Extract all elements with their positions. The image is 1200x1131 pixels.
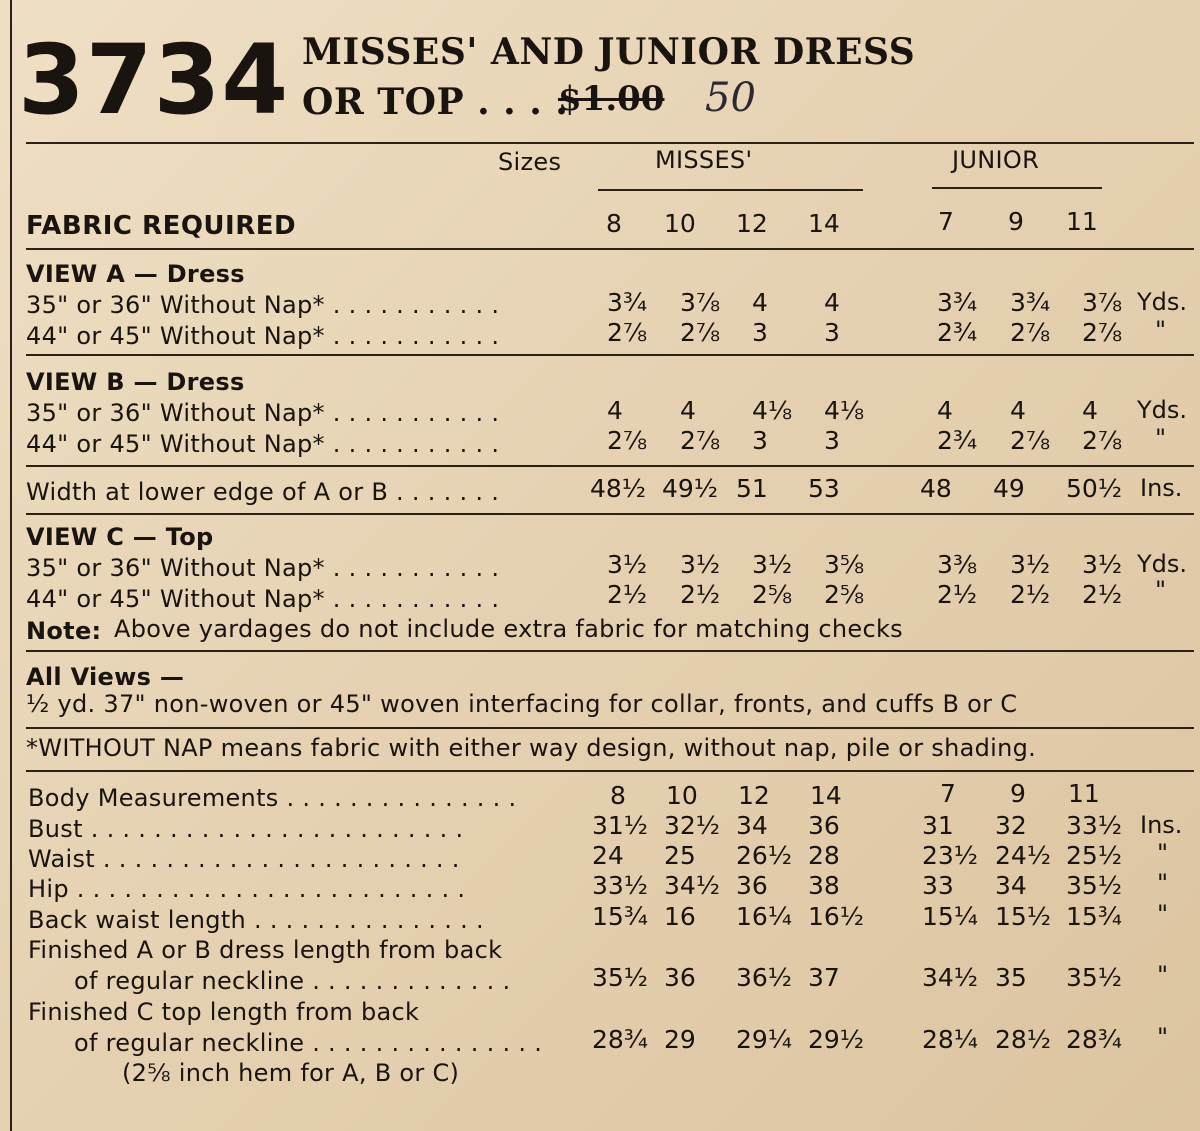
back-waist-value: 16½ xyxy=(808,902,865,931)
finished-c-unit: " xyxy=(1157,1023,1169,1051)
body-measurements-label: Body Measurements . . . . . . . . . . . . . . . xyxy=(28,784,517,812)
bust-value: 34 xyxy=(736,811,768,840)
view-a-row1-value: 4 xyxy=(752,288,768,317)
bust-value: 31 xyxy=(922,811,954,840)
width-value: 48 xyxy=(920,474,952,503)
divider xyxy=(26,650,1194,652)
view-a-row2-value: 3 xyxy=(752,318,768,347)
size-col: 8 xyxy=(606,209,622,238)
view-c-row1-value: 3½ xyxy=(1082,550,1123,579)
note-text: Above yardages do not include extra fabric for matching checks xyxy=(114,615,903,643)
waist-value: 25 xyxy=(664,841,696,870)
view-c-row2-value: 2½ xyxy=(1010,580,1051,609)
view-a-row2-value: 2⅞ xyxy=(607,318,648,347)
bm-size-col: 11 xyxy=(1068,779,1100,808)
handwritten-price: 50 xyxy=(705,75,756,121)
finished-ab-label: Finished A or B dress length from back xyxy=(28,936,503,964)
view-b-row2-value: 3 xyxy=(752,426,768,455)
view-a-row1-value: 4 xyxy=(824,288,840,317)
back-waist-value: 15¼ xyxy=(922,902,979,931)
view-c-row2-value: 2½ xyxy=(1082,580,1123,609)
waist-value: 26½ xyxy=(736,841,793,870)
back-waist-value: 16¼ xyxy=(736,902,793,931)
junior-group-label: JUNIOR xyxy=(952,146,1040,174)
size-col: 12 xyxy=(736,209,768,238)
waist-value: 23½ xyxy=(922,841,979,870)
view-b-row1-unit: Yds. xyxy=(1137,396,1188,424)
bm-size-col: 9 xyxy=(1010,779,1026,808)
divider xyxy=(26,727,1194,729)
hip-value: 38 xyxy=(808,871,840,900)
view-c-row2-value: 2⅝ xyxy=(752,580,793,609)
view-b-row2-value: 2⅞ xyxy=(607,426,648,455)
finished-ab-value: 35½ xyxy=(1066,963,1123,992)
bust-value: 31½ xyxy=(592,811,649,840)
width-value: 49½ xyxy=(662,474,719,503)
view-b-row1-value: 4 xyxy=(1082,396,1098,425)
sizes-label: Sizes xyxy=(498,148,562,176)
view-c-row1-value: 3½ xyxy=(680,550,721,579)
view-a-row2-unit: " xyxy=(1155,316,1167,344)
back-waist-label: Back waist length . . . . . . . . . . . . . . . xyxy=(28,906,484,934)
finished-c-value: 29½ xyxy=(808,1025,865,1054)
width-unit: Ins. xyxy=(1140,474,1183,502)
view-a-row2-value: 2⅞ xyxy=(680,318,721,347)
view-a-row1-unit: Yds. xyxy=(1137,288,1188,316)
divider xyxy=(26,513,1194,515)
finished-c-value: 29 xyxy=(664,1025,696,1054)
view-a-row2-value: 2⅞ xyxy=(1082,318,1123,347)
size-col: 11 xyxy=(1066,207,1098,236)
finished-ab-value: 36 xyxy=(664,963,696,992)
finished-ab-value: 34½ xyxy=(922,963,979,992)
view-c-row2-unit: " xyxy=(1155,576,1167,604)
view-a-row2-value: 2¾ xyxy=(937,318,978,347)
view-b-row1-value: 4 xyxy=(680,396,696,425)
finished-c-label: Finished C top length from back xyxy=(28,998,420,1026)
finished-c-value: 28¾ xyxy=(1066,1025,1123,1054)
view-c-row2-value: 2½ xyxy=(607,580,648,609)
waist-unit: " xyxy=(1157,839,1169,867)
view-a-row1-value: 3⅞ xyxy=(680,288,721,317)
view-a-row1-value: 3¾ xyxy=(1010,288,1051,317)
bust-label: Bust . . . . . . . . . . . . . . . . . . . . . . . . xyxy=(28,815,464,843)
view-b-row2-unit: " xyxy=(1155,424,1167,452)
view-b-row1-value: 4 xyxy=(1010,396,1026,425)
view-a-row2-value: 2⅞ xyxy=(1010,318,1051,347)
back-waist-value: 15½ xyxy=(995,902,1052,931)
view-a-row2-label: 44" or 45" Without Nap* . . . . . . . . . . . xyxy=(26,322,500,350)
hip-value: 34 xyxy=(995,871,1027,900)
waist-label: Waist . . . . . . . . . . . . . . . . . . . . . . . xyxy=(28,845,460,873)
bm-size-col: 12 xyxy=(738,781,770,810)
finished-ab-value: 35½ xyxy=(592,963,649,992)
view-b-row2-label: 44" or 45" Without Nap* . . . . . . . . . . . xyxy=(26,430,500,458)
view-a-row2-value: 3 xyxy=(824,318,840,347)
bust-value: 33½ xyxy=(1066,811,1123,840)
bust-value: 36 xyxy=(808,811,840,840)
all-views-title: All Views — xyxy=(26,663,185,691)
size-col: 10 xyxy=(664,209,696,238)
hip-value: 33 xyxy=(922,871,954,900)
view-c-title: VIEW C — Top xyxy=(26,523,214,551)
finished-ab-value: 35 xyxy=(995,963,1027,992)
view-c-row1-label: 35" or 36" Without Nap* . . . . . . . . . . . xyxy=(26,554,500,582)
divider xyxy=(26,142,1194,144)
divider xyxy=(26,770,1194,772)
back-waist-unit: " xyxy=(1157,900,1169,928)
hip-value: 36 xyxy=(736,871,768,900)
misses-underline xyxy=(598,189,863,191)
view-c-row1-value: 3½ xyxy=(607,550,648,579)
hip-label: Hip . . . . . . . . . . . . . . . . . . . . . . . . . xyxy=(28,875,466,903)
finished-ab-value: 37 xyxy=(808,963,840,992)
view-b-row1-value: 4 xyxy=(607,396,623,425)
pattern-title-line2: OR TOP . . . . xyxy=(302,81,569,123)
waist-value: 28 xyxy=(808,841,840,870)
finished-ab-label-cont: of regular neckline . . . . . . . . . . . . . xyxy=(74,967,511,995)
size-col: 9 xyxy=(1008,207,1024,236)
divider xyxy=(26,465,1194,467)
waist-value: 24 xyxy=(592,841,624,870)
view-a-row1-value: 3⅞ xyxy=(1082,288,1123,317)
pattern-title-line1: MISSES' AND JUNIOR DRESS xyxy=(302,31,916,73)
finished-c-value: 28½ xyxy=(995,1025,1052,1054)
bm-size-col: 10 xyxy=(666,781,698,810)
view-b-row1-value: 4⅛ xyxy=(752,396,793,425)
bm-size-col: 8 xyxy=(610,781,626,810)
note-label: Note: xyxy=(26,617,102,645)
hip-value: 34½ xyxy=(664,871,721,900)
width-value: 49 xyxy=(993,474,1025,503)
view-a-title: VIEW A — Dress xyxy=(26,260,245,288)
view-b-title: VIEW B — Dress xyxy=(26,368,245,396)
bust-value: 32½ xyxy=(664,811,721,840)
view-c-row1-value: 3⅝ xyxy=(824,550,865,579)
view-c-row1-value: 3⅜ xyxy=(937,550,978,579)
width-value: 50½ xyxy=(1066,474,1123,503)
view-a-row1-label: 35" or 36" Without Nap* . . . . . . . . . . . xyxy=(26,291,500,319)
view-b-row2-value: 2¾ xyxy=(937,426,978,455)
width-value: 53 xyxy=(808,474,840,503)
view-c-row1-unit: Yds. xyxy=(1137,550,1188,578)
width-row-label: Width at lower edge of A or B . . . . . . . xyxy=(26,478,500,506)
width-value: 48½ xyxy=(590,474,647,503)
view-b-row1-label: 35" or 36" Without Nap* . . . . . . . . . . . xyxy=(26,399,500,427)
hip-value: 35½ xyxy=(1066,871,1123,900)
view-a-row1-value: 3¾ xyxy=(607,288,648,317)
finished-ab-unit: " xyxy=(1157,961,1169,989)
view-b-row2-value: 3 xyxy=(824,426,840,455)
hip-unit: " xyxy=(1157,869,1169,897)
finished-c-value: 28¼ xyxy=(922,1025,979,1054)
waist-value: 25½ xyxy=(1066,841,1123,870)
without-nap-note: *WITHOUT NAP means fabric with either way design, without nap, pile or shading. xyxy=(26,734,1037,762)
view-c-row2-value: 2⅝ xyxy=(824,580,865,609)
view-b-row1-value: 4 xyxy=(937,396,953,425)
bust-unit: Ins. xyxy=(1140,811,1183,839)
view-c-row1-value: 3½ xyxy=(752,550,793,579)
view-c-row2-label: 44" or 45" Without Nap* . . . . . . . . . . . xyxy=(26,585,500,613)
all-views-text: ½ yd. 37" non-woven or 45" woven interfacing for collar, fronts, and cuffs B or C xyxy=(26,690,1018,718)
bm-size-col: 14 xyxy=(810,781,842,810)
misses-group-label: MISSES' xyxy=(655,146,753,174)
divider xyxy=(26,248,1194,250)
view-b-row1-value: 4⅛ xyxy=(824,396,865,425)
finished-c-value: 29¼ xyxy=(736,1025,793,1054)
size-col: 14 xyxy=(808,209,840,238)
bust-value: 32 xyxy=(995,811,1027,840)
pattern-number: 3734 xyxy=(18,24,290,136)
junior-underline xyxy=(932,187,1102,189)
fabric-required-heading: FABRIC REQUIRED xyxy=(26,211,297,241)
view-b-row2-value: 2⅞ xyxy=(680,426,721,455)
finished-ab-value: 36½ xyxy=(736,963,793,992)
hem-note: (2⅝ inch hem for A, B or C) xyxy=(122,1059,460,1087)
view-c-row2-value: 2½ xyxy=(680,580,721,609)
view-b-row2-value: 2⅞ xyxy=(1082,426,1123,455)
left-border xyxy=(10,0,12,1131)
finished-c-value: 28¾ xyxy=(592,1025,649,1054)
back-waist-value: 15¾ xyxy=(1066,902,1123,931)
finished-c-label-cont: of regular neckline . . . . . . . . . . . . . . . xyxy=(74,1029,543,1057)
original-price: $1.00 xyxy=(558,79,665,119)
bm-size-col: 7 xyxy=(940,779,956,808)
divider xyxy=(26,354,1194,356)
waist-value: 24½ xyxy=(995,841,1052,870)
view-c-row1-value: 3½ xyxy=(1010,550,1051,579)
size-col: 7 xyxy=(938,207,954,236)
view-c-row2-value: 2½ xyxy=(937,580,978,609)
back-waist-value: 15¾ xyxy=(592,902,649,931)
back-waist-value: 16 xyxy=(664,902,696,931)
view-b-row2-value: 2⅞ xyxy=(1010,426,1051,455)
width-value: 51 xyxy=(736,474,768,503)
hip-value: 33½ xyxy=(592,871,649,900)
view-a-row1-value: 3¾ xyxy=(937,288,978,317)
